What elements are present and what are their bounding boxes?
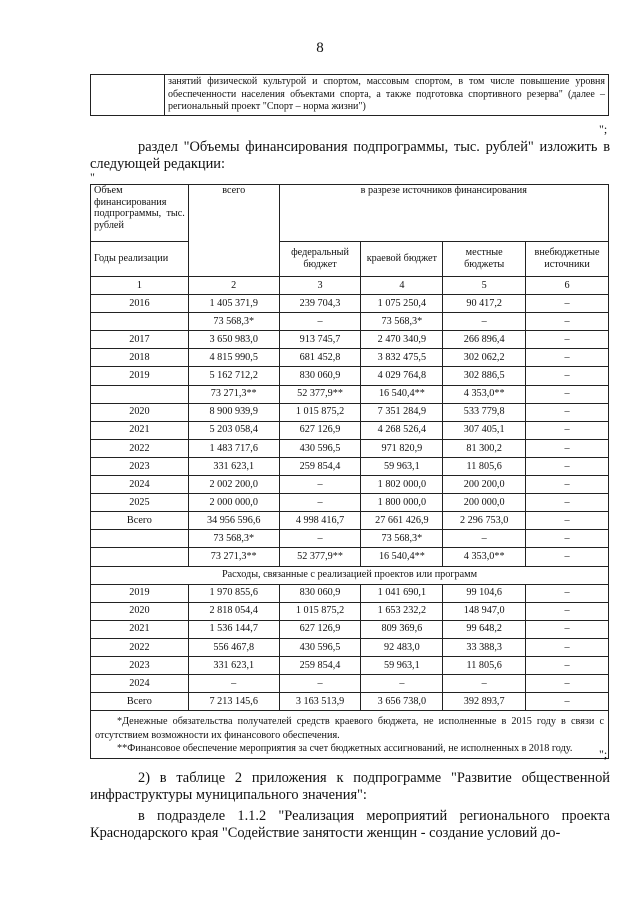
table-cell: 556 467,8 (188, 638, 279, 656)
table-cell: 2017 (91, 331, 189, 349)
table-cell: 1 015 875,2 (279, 602, 361, 620)
table-cell: 2019 (91, 367, 189, 385)
table-row (91, 439, 609, 457)
table-cell: 5 162 712,2 (188, 367, 279, 385)
table-cell (91, 385, 189, 403)
table-cell: – (526, 476, 609, 494)
table-cell: – (526, 331, 609, 349)
footnote-2: **Финансовое обеспечение мероприятия за счет бюджетных ассигнований, не исполненных в 2018 году. (117, 742, 573, 754)
header-total: всего (188, 185, 279, 277)
table-row (91, 403, 609, 421)
table-cell: 266 896,4 (443, 331, 526, 349)
header-volume: Объем финансирования подпрограммы, тыс. рублей (91, 185, 189, 242)
table-cell: 59 963,1 (361, 457, 443, 475)
table-cell: 4 353,0** (443, 548, 526, 566)
table-cell: 1 041 690,1 (361, 584, 443, 602)
financing-table (90, 184, 609, 759)
table-cell: 809 369,6 (361, 620, 443, 638)
table-cell: 2018 (91, 349, 189, 367)
table-cell: 200 000,0 (443, 494, 526, 512)
column-number: 5 (443, 277, 526, 295)
table-cell: – (279, 530, 361, 548)
table-cell: – (526, 457, 609, 475)
table-cell: 59 963,1 (361, 656, 443, 674)
table-cell: 430 596,5 (279, 439, 361, 457)
table-cell: 430 596,5 (279, 638, 361, 656)
table-row (91, 494, 609, 512)
table-cell: – (526, 313, 609, 331)
table-cell: 2020 (91, 602, 189, 620)
table-cell: 200 200,0 (443, 476, 526, 494)
table-cell: 1 536 144,7 (188, 620, 279, 638)
table-cell: 2024 (91, 675, 189, 693)
table-cell: 1 405 371,9 (188, 295, 279, 313)
table-row (91, 457, 609, 475)
table-cell: – (526, 675, 609, 693)
table-cell: – (526, 602, 609, 620)
table-row (91, 620, 609, 638)
table-cell: 73 271,3** (188, 548, 279, 566)
table-row (91, 476, 609, 494)
table-cell: – (526, 656, 609, 674)
table-cell: 4 998 416,7 (279, 512, 361, 530)
table-cell: 73 568,3* (361, 530, 443, 548)
table-cell: 52 377,9** (279, 385, 361, 403)
table-cell: – (526, 512, 609, 530)
table-row (91, 331, 609, 349)
table-cell: – (526, 439, 609, 457)
header-local: местные бюджеты (443, 242, 526, 277)
table-cell: – (279, 476, 361, 494)
table-cell (91, 313, 189, 331)
table-cell: 913 745,7 (279, 331, 361, 349)
continuation-text: занятий физической культурой и спортом, массовым спортом, в том числе повышение уровня обеспеченности населения объектами спорта, а также подготовка спортивного резерва" (далее – региональный проект "Спорт – норма жизни") (165, 75, 609, 116)
table-cell: 1 800 000,0 (361, 494, 443, 512)
table-cell: 4 029 764,8 (361, 367, 443, 385)
continuation-table (90, 74, 609, 116)
table-cell: – (526, 403, 609, 421)
footnotes (91, 711, 609, 759)
table-cell: 81 300,2 (443, 439, 526, 457)
table-cell: 148 947,0 (443, 602, 526, 620)
table-cell: 1 802 000,0 (361, 476, 443, 494)
table-cell: 3 832 475,5 (361, 349, 443, 367)
table-cell: 92 483,0 (361, 638, 443, 656)
header-sources: в разрезе источников финансирования (279, 185, 608, 242)
footnote-1: *Денежные обязательства получателей средств краевого бюджета, не исполненные в 2015 году в связи с отсутствием возможности их финансового обеспечения. (95, 716, 604, 741)
table-cell: – (526, 295, 609, 313)
table-row (91, 656, 609, 674)
table-cell: – (279, 494, 361, 512)
table-cell: Всего (91, 512, 189, 530)
table-cell: 2 296 753,0 (443, 512, 526, 530)
table-cell: – (526, 349, 609, 367)
table-cell: 2024 (91, 476, 189, 494)
header-years: Годы реализации (91, 242, 189, 277)
table-cell: 7 351 284,9 (361, 403, 443, 421)
table-cell: 5 203 058,4 (188, 421, 279, 439)
table-cell: 16 540,4** (361, 385, 443, 403)
table-cell: – (361, 675, 443, 693)
opening-quote: " (90, 170, 95, 184)
table-cell: – (526, 385, 609, 403)
table-cell: 8 900 939,9 (188, 403, 279, 421)
table-cell: 73 271,3** (188, 385, 279, 403)
table-cell: 4 353,0** (443, 385, 526, 403)
table-cell: 90 417,2 (443, 295, 526, 313)
table-row (91, 313, 609, 331)
table-cell: – (526, 421, 609, 439)
table-cell: 2 818 054,4 (188, 602, 279, 620)
table-row (91, 530, 609, 548)
paragraph-2: 2) в таблице 2 приложения к подпрограмме "Развитие общественной инфраструктуры муниципального значения": (90, 770, 610, 803)
table-cell: 2023 (91, 457, 189, 475)
table-cell: 33 388,3 (443, 638, 526, 656)
table-row (91, 693, 609, 711)
table-cell: 4 268 526,4 (361, 421, 443, 439)
table-cell: 2023 (91, 656, 189, 674)
paragraph-3: в подразделе 1.1.2 "Реализация мероприятий регионального проекта Краснодарского края "Содействие занятости женщин - создание условий до- (90, 808, 610, 841)
table-cell: 1 075 250,4 (361, 295, 443, 313)
table-cell: – (526, 584, 609, 602)
table-cell: 533 779,8 (443, 403, 526, 421)
table-cell: 2 002 200,0 (188, 476, 279, 494)
table-row (91, 512, 609, 530)
table-row (91, 367, 609, 385)
table-cell: 259 854,4 (279, 656, 361, 674)
column-number: 3 (279, 277, 361, 295)
table-cell: 830 060,9 (279, 584, 361, 602)
table-cell: 302 886,5 (443, 367, 526, 385)
column-numbers-row (91, 277, 609, 295)
table-cell: – (443, 313, 526, 331)
table-cell: – (526, 494, 609, 512)
table-cell: 73 568,3* (188, 313, 279, 331)
column-number: 2 (188, 277, 279, 295)
table-cell: 1 653 232,2 (361, 602, 443, 620)
header-extra: внебюджетные источники (526, 242, 609, 277)
table-cell: 2016 (91, 295, 189, 313)
table-cell: 392 893,7 (443, 693, 526, 711)
section-title: Расходы, связанные с реализацией проектов или программ (91, 566, 609, 584)
table-row (91, 385, 609, 403)
table-cell: 2022 (91, 439, 189, 457)
table-cell: 11 805,6 (443, 656, 526, 674)
table-cell: 99 104,6 (443, 584, 526, 602)
table-cell: 1 015 875,2 (279, 403, 361, 421)
table-row (91, 584, 609, 602)
page-number: 8 (316, 40, 324, 56)
table-cell: 27 661 426,9 (361, 512, 443, 530)
table-cell: 34 956 596,6 (188, 512, 279, 530)
table-cell: 2022 (91, 638, 189, 656)
table-row (91, 421, 609, 439)
table-cell: 2 470 340,9 (361, 331, 443, 349)
table-row (91, 638, 609, 656)
table-cell: 971 820,9 (361, 439, 443, 457)
table-cell: – (279, 675, 361, 693)
table-cell: 331 623,1 (188, 656, 279, 674)
table-cell: 16 540,4** (361, 548, 443, 566)
column-number: 6 (526, 277, 609, 295)
table-cell: – (526, 638, 609, 656)
table-cell: – (443, 530, 526, 548)
table-cell: 4 815 990,5 (188, 349, 279, 367)
table-row (91, 349, 609, 367)
table-row (91, 675, 609, 693)
table-cell: 1 970 855,6 (188, 584, 279, 602)
table-cell: 2021 (91, 421, 189, 439)
table-cell: – (526, 530, 609, 548)
table-cell: 99 648,2 (443, 620, 526, 638)
table-cell: 11 805,6 (443, 457, 526, 475)
table-cell: 73 568,3* (188, 530, 279, 548)
table-row (91, 548, 609, 566)
closing-quote: "; (599, 122, 608, 136)
table-cell: – (526, 620, 609, 638)
table-cell: 2 000 000,0 (188, 494, 279, 512)
column-number: 1 (91, 277, 189, 295)
closing-quote-2: "; (599, 747, 608, 761)
table-cell: 7 213 145,6 (188, 693, 279, 711)
table-cell: 3 656 738,0 (361, 693, 443, 711)
table-cell: – (526, 548, 609, 566)
table-cell: 830 060,9 (279, 367, 361, 385)
table-row (91, 295, 609, 313)
table-cell: 681 452,8 (279, 349, 361, 367)
table-cell: 307 405,1 (443, 421, 526, 439)
table-cell: 52 377,9** (279, 548, 361, 566)
table-cell: 2025 (91, 494, 189, 512)
intro-paragraph: раздел "Объемы финансирования подпрограммы, тыс. рублей" изложить в следующей редакции: (90, 139, 610, 172)
table-cell: 259 854,4 (279, 457, 361, 475)
table-cell: 302 062,2 (443, 349, 526, 367)
table-cell: 2020 (91, 403, 189, 421)
table-cell: 2021 (91, 620, 189, 638)
table-cell: 73 568,3* (361, 313, 443, 331)
table-cell: 3 650 983,0 (188, 331, 279, 349)
table-cell: – (526, 693, 609, 711)
table-row (91, 602, 609, 620)
table-cell: 1 483 717,6 (188, 439, 279, 457)
table-cell: 627 126,9 (279, 421, 361, 439)
table-cell: 3 163 513,9 (279, 693, 361, 711)
header-regional: краевой бюджет (361, 242, 443, 277)
table-cell (91, 548, 189, 566)
table-cell: Всего (91, 693, 189, 711)
table-cell: – (279, 313, 361, 331)
table-cell: – (526, 367, 609, 385)
table-cell: 239 704,3 (279, 295, 361, 313)
header-federal: федеральный бюджет (279, 242, 361, 277)
column-number: 4 (361, 277, 443, 295)
table-cell: – (188, 675, 279, 693)
continuation-label-cell (91, 75, 165, 116)
table-cell (91, 530, 189, 548)
table-cell: 2019 (91, 584, 189, 602)
table-cell: – (443, 675, 526, 693)
table-cell: 331 623,1 (188, 457, 279, 475)
table-cell: 627 126,9 (279, 620, 361, 638)
